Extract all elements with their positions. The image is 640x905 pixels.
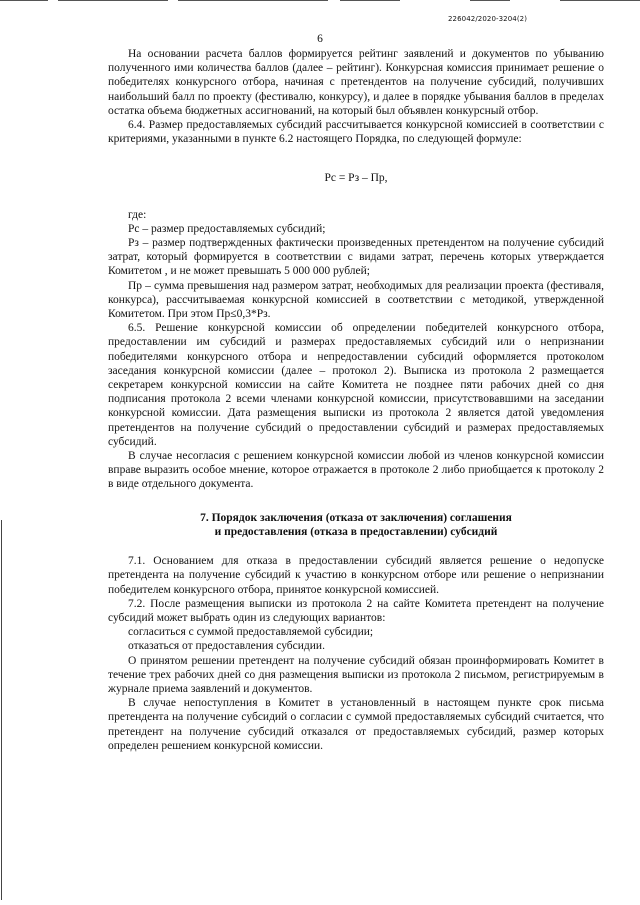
option-refuse: отказаться от предоставления субсидии. — [128, 640, 325, 653]
paragraph-inform: О принятом решении претендент на получение субсидий обязан проинформировать Комитет в течение трех рабочих дней со дня размещения выписки из протокола 2 письмом, регистрируемым в журнале приема заявлений и документов. — [108, 654, 604, 695]
paragraph-6-4: 6.4. Размер предоставляемых субсидий рассчитывается конкурсной комиссией в соответствии с критериями, указанными в пункте 6.2 настоящего Порядка, по следующей формуле: — [108, 119, 604, 146]
paragraph-6-5: 6.5. Решение конкурсной комиссии об определении победителей конкурсного отбора, предоставлении им субсидий и размерах предоставляемых субсидий или о непризнании победителями конкурсного отбора и непредоставлении субсидий оформляется протоколом заседания конкурсной комиссии (далее – протокол 2). Выписка из протокола 2 размещается секретарем конкурсной комиссии на сайте Комитета не позднее пяти рабочих дней со дня подписания протокола 2 всеми членами конкурсной комиссии, присутствовавшими на заседании конкурсной комиссии. Дата размещения выписки из протокола 2 является датой уведомления претендентов на получение субсидий о предоставлении субсидий и размерах предоставляемых субсидий. — [108, 322, 604, 448]
scan-artifact — [58, 0, 168, 1]
paragraph-rating: На основании расчета баллов формируется рейтинг заявлений и документов по убыванию полученного ими количества баллов (далее – рейтинг). Конкурсная комиссия принимает решение о победителях конкурсного отбора, начиная с претендентов на получение субсидий, получивших наибольший балл по проекту (фестивалю, конкурсу), и далее в порядке убывания баллов в пределах остатка объема бюджетных ассигнований, на который был объявлен конкурсный отбор. — [108, 48, 604, 117]
scan-artifact — [340, 0, 400, 1]
paragraph-7-1: 7.1. Основанием для отказа в предоставлении субсидий является решение о недопуске претендента на получение субсидий к участию в конкурсном отборе или решение о непризнании победителем конкурсного отбора, принятое конкурсной комиссией. — [108, 555, 604, 596]
section-7-heading — [108, 511, 604, 539]
paragraph-dissent: В случае несогласия с решением конкурсной комиссии любой из членов конкурсной комиссии вправе выразить особое мнение, которое отражается в протоколе 2 либо приобщается к протоколу 2 в виде отдельного документа. — [108, 450, 604, 491]
paragraph-7-2: 7.2. После размещения выписки из протокола 2 на сайте Комитета претендент на получение субсидий может выбрать один из следующих вариантов: — [108, 597, 604, 624]
document-body — [108, 47, 604, 753]
document-id: 226042/2020-3204(2) — [448, 15, 528, 23]
definition-pr: Пр – сумма превышения над размером затрат, необходимых для реализации проекта (фестиваля, конкурса), рассчитываемая конкурсной комиссией в соответствии с методикой, утвержденной Комитетом. При этом Пр≤0,3*Рз. — [108, 279, 604, 321]
scan-artifact — [178, 0, 328, 1]
option-agree: согласиться с суммой предоставляемой субсидии; — [128, 626, 374, 639]
where-label: где: — [128, 208, 147, 221]
scan-artifact — [560, 0, 640, 1]
definition-rz: Рз – размер подтвержденных фактически произведенных претендентом на получение субсидий затрат, который формируется в соответствии с видами затрат, перечень которых утверждается Комитетом , и не может превышать 5 000 000 рублей; — [108, 237, 604, 278]
paragraph-no-reply: В случае непоступления в Комитет в установленный в настоящем пункте срок письма претендента на получение субсидий о согласии с суммой предоставляемых субсидий считается, что претендент на получение субсидий отказался от предоставляемых субсидий, размер которых определен решением конкурсной комиссии. — [108, 697, 604, 752]
scan-artifact — [0, 0, 48, 1]
section-7-heading-line1: 7. Порядок заключения (отказа от заключения) соглашения — [200, 511, 512, 524]
scan-edge — [1, 520, 2, 900]
definition-rs: Рс – размер предоставляемых субсидий; — [128, 222, 326, 235]
page-number: 6 — [317, 33, 323, 45]
section-7-heading-line2: и предоставления (отказа в предоставлении) субсидий — [214, 525, 498, 538]
formula: Рс = Рз – Пр, — [324, 172, 388, 185]
scan-artifact — [470, 0, 510, 1]
